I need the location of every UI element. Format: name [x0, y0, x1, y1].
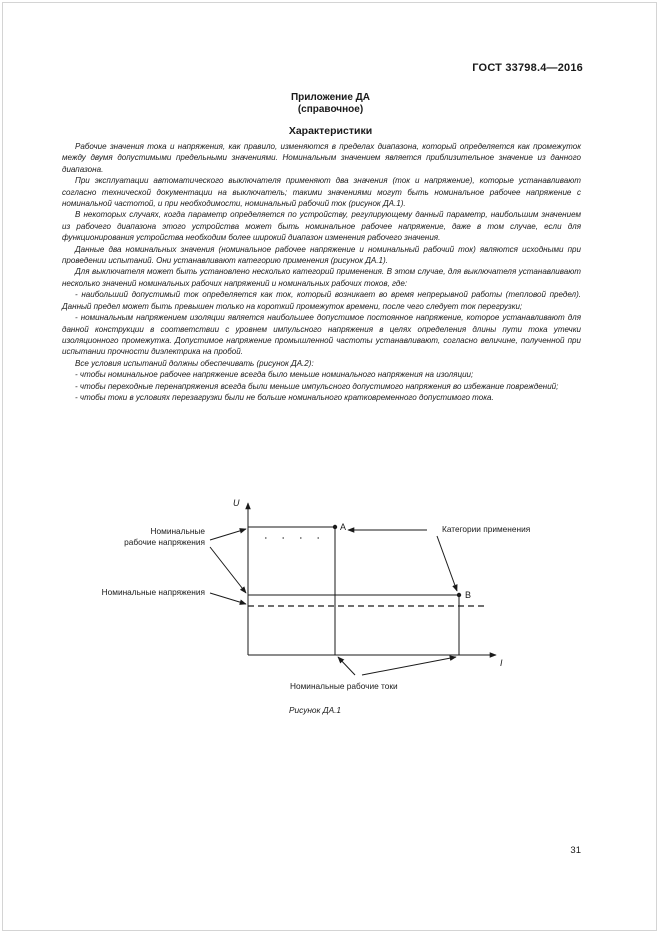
- paragraph: - чтобы токи в условиях перезагрузки были не больше номинального кратковременного допустимого тока.: [75, 392, 494, 402]
- figure-caption: Рисунок ДА.1: [289, 705, 342, 715]
- paragraph: - наибольший допустимый ток определяется как ток, который возникает во время непрерывной работы (тепловой предел). Данный предел может быть превышен только на короткий промежуток времени, после чего следует ток перегрузки;: [62, 290, 581, 311]
- paragraph: - чтобы номинальное рабочее напряжение всегда было меньше номинального напряжения на изоляции;: [75, 370, 474, 380]
- i-axis-label: I: [500, 658, 503, 668]
- body-text: [62, 141, 581, 403]
- arrow-operating-voltage-a: [210, 529, 246, 540]
- paragraph: В некоторых случаях, когда параметр определяется по устройству, регулирующему данный параметр, наибольшим значением из рабочего диапазона этого устройства может быть номинальное рабочее напряжение, даже в том случае, если для функционирования устройства необходим более широкий диапазон изменения рабочего значения.: [62, 210, 581, 243]
- section-title: Характеристики: [288, 125, 373, 137]
- u-axis-label: U: [233, 498, 240, 508]
- paragraph: Рабочие значения тока и напряжения, как правило, изменяются в пределах диапазона, который определяется как промежуток между двумя допустимыми предельными значениями. Номинальным значением является приблизительное значение из данного диапазона.: [62, 142, 581, 174]
- page-number: 31: [570, 845, 581, 856]
- paragraph: - чтобы переходные перенапряжения всегда были меньше импульсного допустимого напряжения во избежание повреждений;: [75, 381, 559, 391]
- annex-title: Приложение ДА: [290, 92, 371, 103]
- arrow-operating-voltage-b: [210, 547, 246, 593]
- paragraph: - номинальным напряжением изоляции является наибольшее допустимое постоянное напряжение, которое устанавливают для данной конструкции в соответствии с уровнем импульсного напряжения в целях определения длины пути тока утечки изоляционного промежутка. Допустимое напряжение промышленной частоты устанавливают, согласно величине, полученной при испытании прочности диэлектрика на пробой.: [62, 313, 581, 357]
- rated-voltages-label: Номинальные напряжения: [101, 587, 205, 597]
- standard-code: ГОСТ 33798.4—2016: [472, 62, 583, 74]
- point-a-marker: [333, 525, 337, 529]
- arrow-current-a: [338, 657, 355, 675]
- paragraph: При эксплуатации автоматического выключателя применяют два значения (ток и напряжение), которые устанавливают согласно технической документации на выключатель; такими значениями могут быть номинальное рабочее напряжение с номинальной частотой, и при необходимости, номинальный рабочий ток (рисунок ДА.1).: [62, 176, 581, 209]
- arrow-category-b: [437, 536, 457, 591]
- annex-heading: [0, 92, 661, 116]
- arrow-rated-voltage: [210, 593, 246, 604]
- paragraph: Данные два номинальных значения (номинальное рабочее напряжение и номинальный рабочий ток) являются исходными при проведении испытаний. Они устанавливают категорию применения (рисунок ДА.1).: [62, 244, 581, 266]
- paragraph: Для выключателя может быть установлено несколько категорий применения. В этом случае, для выключателя устанавливают несколько значений номинальных рабочих напряжений и номинальных рабочих токов, где:: [62, 267, 581, 288]
- point-b-label: B: [465, 590, 472, 600]
- annex-subtitle: (справочное): [297, 104, 364, 115]
- paragraph: Все условия испытаний должны обеспечивать (рисунок ДА.2):: [75, 358, 314, 368]
- rated-operating-currents-label: Номинальные рабочие токи: [290, 681, 398, 691]
- point-a-label: A: [340, 522, 347, 532]
- arrow-current-b: [362, 657, 456, 675]
- point-b-marker: [457, 593, 461, 597]
- utilization-categories-label: Категории применения: [442, 524, 531, 534]
- rated-operating-voltages-label: Номинальные рабочие напряжения: [124, 526, 205, 547]
